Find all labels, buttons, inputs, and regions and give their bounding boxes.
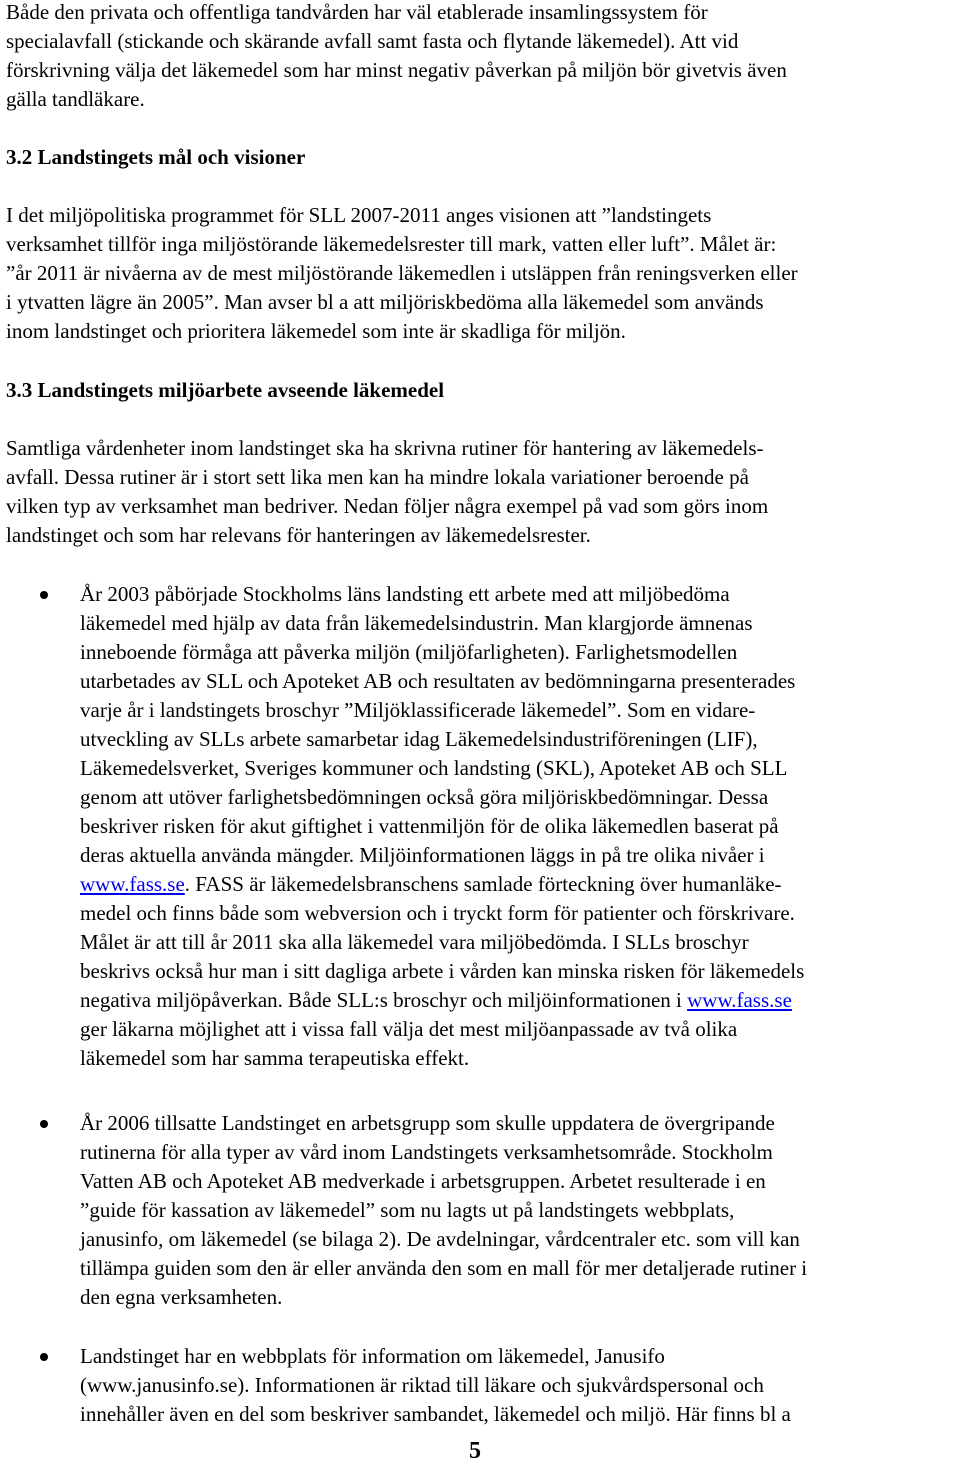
text-line: År 2006 tillsatte Landstinget en arbetsgrupp som skulle uppdatera de övergripande	[80, 1111, 775, 1135]
text-line: tillämpa guiden som den är eller använda den som en mall för mer detaljerade rutiner i	[80, 1256, 808, 1280]
section-heading-3-2: 3.2 Landstingets mål och visioner	[6, 145, 306, 169]
text-line: vilken typ av verksamhet man bedriver. Nedan följer några exempel på vad som görs inom	[6, 494, 769, 518]
text-span: negativa miljöpåverkan. Både SLL:s broschyr och miljöinformationen i	[80, 988, 688, 1012]
text-line: innehåller även en del som beskriver sambandet, läkemedel och miljö. Här finns bl a	[80, 1402, 791, 1426]
text-line: gälla tandläkare.	[6, 87, 145, 111]
text-line: inom landstinget och prioritera läkemedel som inte är skadliga för miljön.	[6, 319, 626, 343]
text-line: avfall. Dessa rutiner är i stort sett lika men kan ha mindre lokala variationer beroende på	[6, 465, 749, 489]
text-line: År 2003 påbörjade Stockholms läns landsting ett arbete med att miljöbedöma	[80, 582, 730, 606]
text-line: I det miljöpolitiska programmet för SLL 2007-2011 anges visionen att ”landstingets	[6, 203, 712, 227]
text-line: Både den privata och offentliga tandvården har väl etablerade insamlingssystem för	[6, 0, 708, 24]
text-line: ”guide för kassation av läkemedel” som nu lagts ut på landstingets webbplats,	[80, 1198, 735, 1222]
text-line: i ytvatten lägre än 2005”. Man avser bl a att miljöriskbedöma alla läkemedel som används	[6, 290, 764, 314]
text-line: Läkemedelsverket, Sveriges kommuner och landsting (SKL), Apoteket AB och SLL	[80, 756, 788, 780]
section-heading-3-3: 3.3 Landstingets miljöarbete avseende läkemedel	[6, 378, 445, 402]
text-line: verksamhet tillför inga miljöstörande läkemedelsrester till mark, vatten eller luft”. Målet är:	[6, 232, 777, 256]
bullet-dot	[40, 1353, 48, 1361]
text-line: läkemedel med hjälp av data från läkemedelsindustrin. Man klargjorde ämnenas	[80, 611, 753, 635]
text-line: inneboende förmåga att påverka miljön (miljöfarligheten). Farlighetsmodellen	[80, 640, 738, 664]
text-line: utarbetades av SLL och Apoteket AB och resultaten av bedömningarna presenterades	[80, 669, 796, 693]
text-line: specialavfall (stickande och skärande avfall samt fasta och flytande läkemedel). Att vid	[6, 29, 739, 53]
page-number: 5	[469, 1438, 481, 1464]
text-line: beskrivs också hur man i sitt dagliga arbete i vården kan minska risken för läkemedels	[80, 959, 805, 983]
text-line	[80, 870, 782, 899]
text-span: . FASS är läkemedelsbranschens samlade förteckning över humanläke-	[184, 872, 782, 896]
text-line: rutinerna för alla typer av vård inom Landstingets verksamhetsområde. Stockholm	[80, 1140, 773, 1164]
fass-link[interactable]: www.fass.se	[80, 872, 185, 896]
text-line: deras aktuella använda mängder. Miljöinformationen läggs in på tre olika nivåer i	[80, 843, 765, 867]
text-line: janusinfo, om läkemedel (se bilaga 2). De avdelningar, vårdcentraler etc. som vill kan	[80, 1227, 800, 1251]
text-line: ger läkarna möjlighet att i vissa fall välja det mest miljöanpassade av två olika	[80, 1017, 738, 1041]
text-line: den egna verksamheten.	[80, 1285, 283, 1309]
text-line: Målet är att till år 2011 ska alla läkemedel vara miljöbedömda. I SLLs broschyr	[80, 930, 749, 954]
text-line: medel och finns både som webversion och i tryckt form för patienter och förskrivare.	[80, 901, 795, 925]
fass-link[interactable]: www.fass.se	[687, 988, 792, 1012]
text-line	[80, 986, 792, 1015]
text-line: läkemedel som har samma terapeutiska effekt.	[80, 1046, 470, 1070]
text-line: utveckling av SLLs arbete samarbetar idag Läkemedelsindustriföreningen (LIF),	[80, 727, 758, 751]
text-line: genom att utöver farlighetsbedömningen också göra miljöriskbedömningar. Dessa	[80, 785, 769, 809]
text-line: ”år 2011 är nivåerna av de mest miljöstörande läkemedlen i utsläppen från reningsverken eller	[6, 261, 798, 285]
text-line: förskrivning välja det läkemedel som har minst negativ påverkan på miljön bör givetvis även	[6, 58, 787, 82]
text-line: landstinget och som har relevans för hanteringen av läkemedelsrester.	[6, 523, 591, 547]
text-line: varje år i landstingets broschyr ”Miljöklassificerade läkemedel”. Som en vidare-	[80, 698, 756, 722]
text-line: Samtliga vårdenheter inom landstinget ska ha skrivna rutiner för hantering av läkemedels-	[6, 436, 764, 460]
text-line: Vatten AB och Apoteket AB medverkade i arbetsgruppen. Arbetet resulterade i en	[80, 1169, 766, 1193]
bullet-dot	[40, 1120, 48, 1128]
text-line: Landstinget har en webbplats för information om läkemedel, Janusifo	[80, 1344, 665, 1368]
bullet-dot	[40, 591, 48, 599]
text-line: (www.janusinfo.se). Informationen är riktad till läkare och sjukvårdspersonal och	[80, 1373, 764, 1397]
text-line: beskriver risken för akut giftighet i vattenmiljön för de olika läkemedlen baserat på	[80, 814, 779, 838]
